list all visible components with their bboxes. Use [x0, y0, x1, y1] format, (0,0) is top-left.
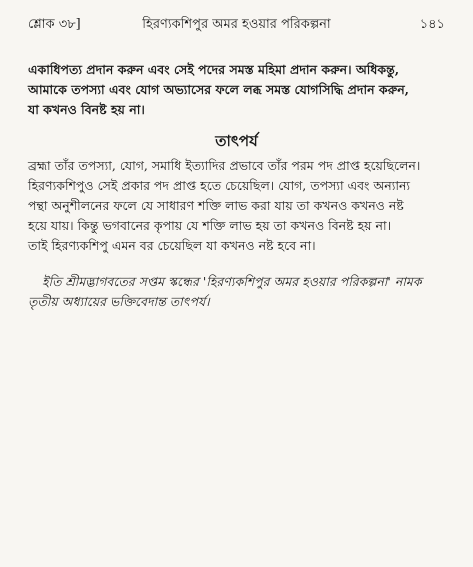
- purport-heading: তাৎপর্য: [215, 132, 258, 150]
- page-number: ১৪১: [419, 17, 445, 32]
- purport-paragraph: [28, 156, 443, 256]
- verse-reference: শ্লোক ৩৮]: [28, 17, 81, 32]
- colophon-line: ইতি শ্রীমদ্ভাগবতের সপ্তম স্কন্ধের 'হিরণ্যকশিপুর অমর হওয়ার পরিকল্পনা' নামক: [42, 274, 422, 289]
- translation-line: একাধিপত্য প্রদান করুন এবং সেই পদের সমস্ত মহিমা প্রদান করুন। অধিকন্তু,: [28, 62, 400, 77]
- chapter-colophon: [28, 272, 443, 312]
- purport-line: তাই হিরণ্যকশিপু এমন বর চেয়েছিল যা কখনও নষ্ট হবে না।: [28, 238, 316, 253]
- purport-line: পন্থা অনুশীলনের ফলে যে সাধারণ শক্তি লাভ করা যায় তা কখনও কখনও নষ্ট: [28, 198, 404, 213]
- verse-translation: [28, 60, 443, 120]
- colophon-paragraph: [28, 272, 443, 312]
- translation-line: আমাকে তপস্যা এবং যোগ অভ্যাসের ফলে লব্ধ সমস্ত যোগসিদ্ধি প্রদান করুন,: [28, 82, 410, 97]
- chapter-title: হিরণ্যকশিপুর অমর হওয়ার পরিকল্পনা: [142, 17, 331, 32]
- colophon-line: তৃতীয় অধ্যায়ের ভক্তিবেদান্ত তাৎপর্য।: [28, 294, 210, 309]
- purport-line: ব্রহ্মা তাঁর তপস্যা, যোগ, সমাধি ইত্যাদির প্রভাবে তাঁর পরম পদ প্রাপ্ত হয়েছিলেন।: [28, 158, 421, 173]
- translation-line: যা কখনও বিনষ্ট হয় না।: [28, 102, 145, 117]
- purport-line: হয়ে যায়। কিন্তু ভগবানের কৃপায় যে শক্তি লাভ হয় তা কখনও বিনষ্ট হয় না।: [28, 218, 392, 233]
- translation-paragraph: [28, 60, 443, 120]
- purport-text: [28, 156, 443, 256]
- running-header: [28, 12, 445, 36]
- purport-line: হিরণ্যকশিপুও সেই প্রকার পদ প্রাপ্ত হতে চেয়েছিল। যোগ, তপস্যা এবং অন্যান্য: [28, 178, 411, 193]
